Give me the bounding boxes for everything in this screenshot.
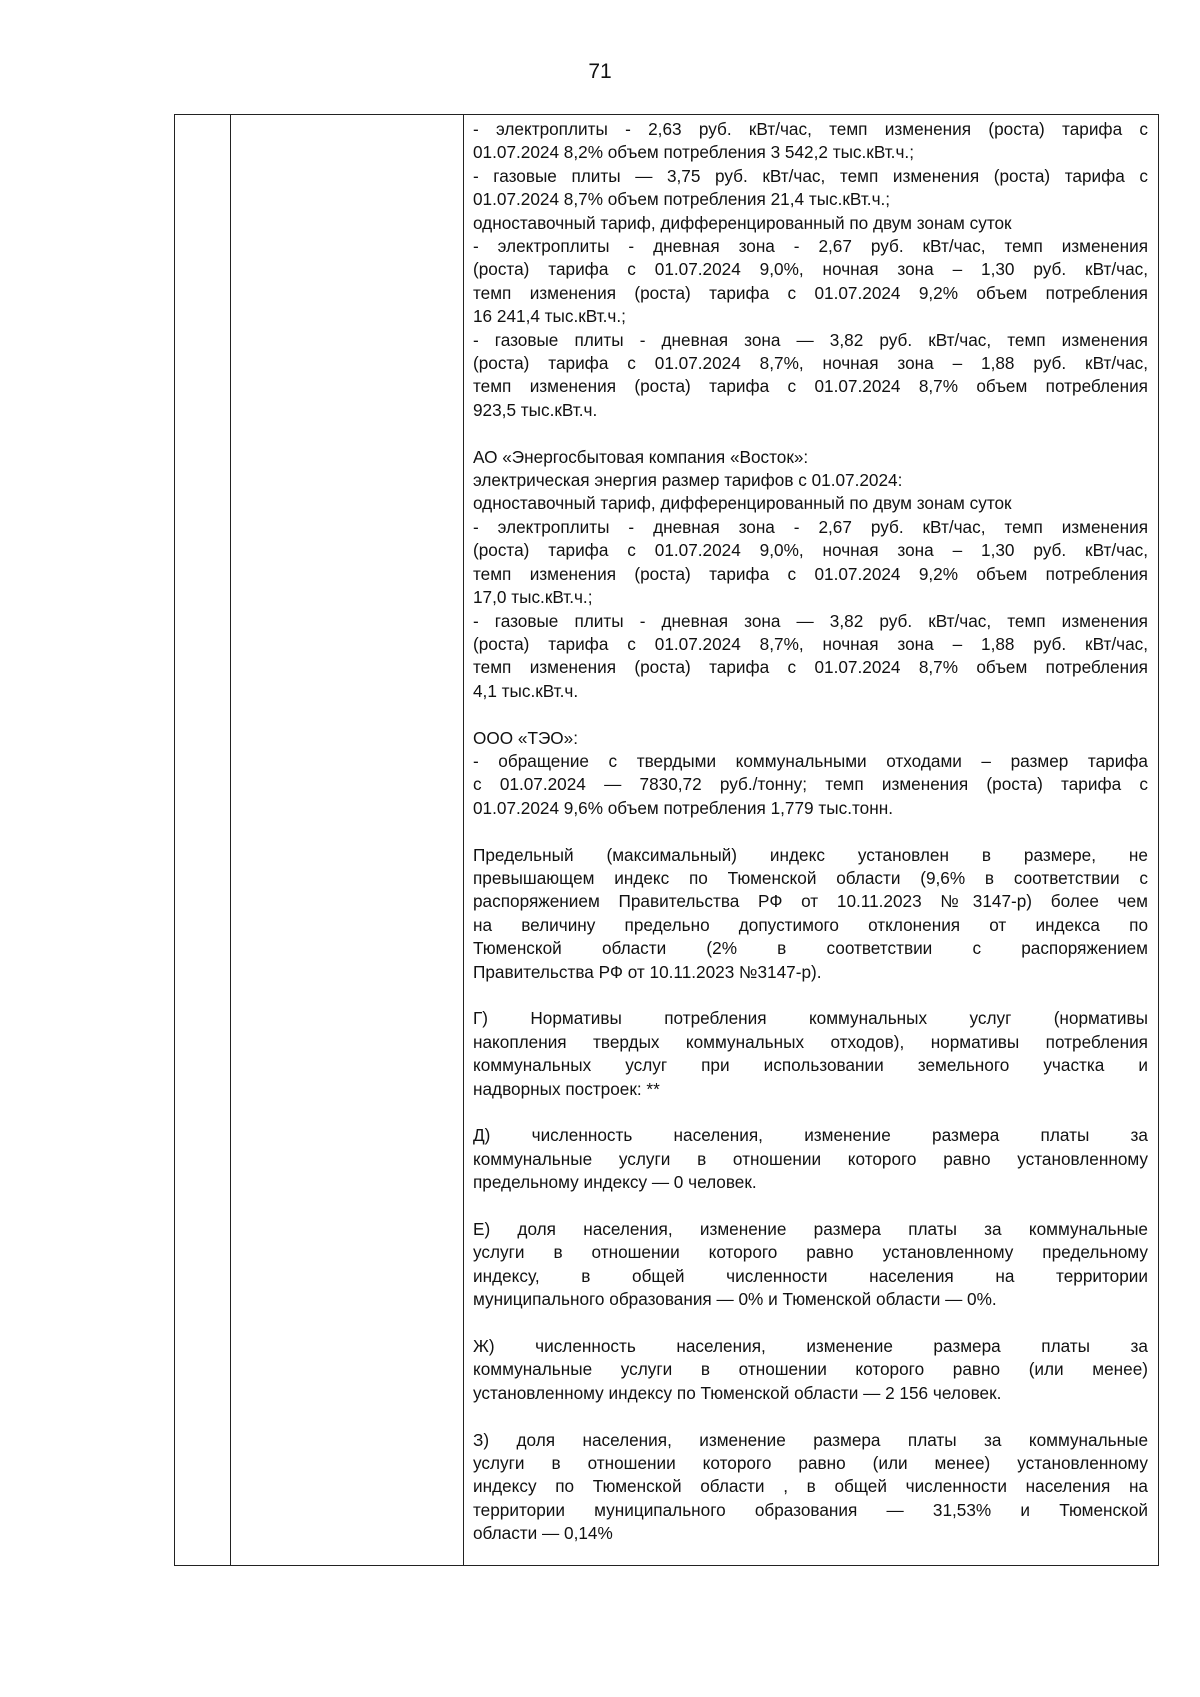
page-number: 71 bbox=[588, 60, 612, 83]
paragraph bbox=[473, 118, 1148, 422]
text-line: индексу, в общей численности населения на территории bbox=[473, 1265, 1148, 1286]
text-line: - газовые плиты - дневная зона — 3,82 руб. кВт/час, темп изменения bbox=[473, 329, 1148, 350]
text-line: З) доля населения, изменение размера платы за коммунальные bbox=[473, 1429, 1148, 1450]
text-line: области — 0,14% bbox=[473, 1523, 613, 1544]
text-line: (роста) тарифа с 01.07.2024 8,7%, ночная зона – 1,88 руб. кВт/час, bbox=[473, 633, 1148, 654]
text-line: Д) численность населения, изменение размера платы за bbox=[473, 1125, 1148, 1146]
text-line: - электроплиты - дневная зона - 2,67 руб. кВт/час, темп изменения bbox=[473, 236, 1148, 257]
text-line: 4,1 тыс.кВт.ч. bbox=[473, 680, 579, 701]
text-line: - газовые плиты - дневная зона — 3,82 руб. кВт/час, темп изменения bbox=[473, 610, 1148, 631]
text-line: услуги в отношении которого равно установленному предельному bbox=[473, 1242, 1148, 1263]
paragraph bbox=[473, 1218, 1148, 1312]
text-line: Тюменской области (2% в соответствии с распоряжением bbox=[473, 938, 1148, 959]
text-line: на величину предельно допустимого отклонения от индекса по bbox=[473, 914, 1148, 935]
text-line: 16 241,4 тыс.кВт.ч.; bbox=[473, 306, 626, 327]
text-line: коммунальные услуги в отношении которого равно установленному bbox=[473, 1148, 1148, 1169]
text-line: надворных построек: ** bbox=[473, 1078, 660, 1099]
text-line: темп изменения (роста) тарифа с 01.07.2024 8,7% объем потребления bbox=[473, 657, 1148, 678]
text-line: предельному индексу — 0 человек. bbox=[473, 1172, 757, 1193]
text-line: распоряжением Правительства РФ от 10.11.2023 №3147-р) более чем bbox=[473, 891, 1148, 912]
text-line: АО «Энергосбытовая компания «Восток»: bbox=[473, 446, 809, 467]
text-line: услуги в отношении которого равно (или менее) установленному bbox=[473, 1453, 1148, 1474]
text-line: одноставочный тариф, дифференцированный по двум зонам суток bbox=[473, 493, 1012, 514]
text-line: одноставочный тариф, дифференцированный по двум зонам суток bbox=[473, 212, 1012, 233]
text-line: 923,5 тыс.кВт.ч. bbox=[473, 399, 598, 420]
text-line: коммунальные услуги в отношении которого равно (или менее) bbox=[473, 1359, 1148, 1380]
text-line: - обращение с твердыми коммунальными отходами – размер тарифа bbox=[473, 750, 1148, 771]
paragraph bbox=[473, 1007, 1148, 1101]
text-line: накопления твердых коммунальных отходов), нормативы потребления bbox=[473, 1031, 1148, 1052]
text-line: 17,0 тыс.кВт.ч.; bbox=[473, 587, 593, 608]
table-column-divider bbox=[230, 115, 231, 1565]
text-line: установленному индексу по Тюменской области — 2 156 человек. bbox=[473, 1382, 1002, 1403]
paragraph bbox=[473, 727, 1148, 821]
text-line: Е) доля населения, изменение размера платы за коммунальные bbox=[473, 1219, 1148, 1239]
text-line: 01.07.2024 8,2% объем потребления 3 542,2 тыс.кВт.ч.; bbox=[473, 142, 914, 163]
text-line: Г) Нормативы потребления коммунальных услуг (нормативы bbox=[473, 1008, 1148, 1029]
text-line: 01.07.2024 8,7% объем потребления 21,4 тыс.кВт.ч.; bbox=[473, 189, 891, 210]
text-line: (роста) тарифа с 01.07.2024 9,0%, ночная зона – 1,30 руб. кВт/час, bbox=[473, 259, 1148, 280]
text-line: электрическая энергия размер тарифов с 01.07.2024: bbox=[473, 470, 903, 491]
text-line: муниципального образования — 0% и Тюменской области — 0%. bbox=[473, 1289, 997, 1310]
text-line: индексу по Тюменской области , в общей численности населения на bbox=[473, 1476, 1148, 1497]
text-line: коммунальных услуг при использовании земельного участка и bbox=[473, 1055, 1148, 1076]
paragraph bbox=[473, 446, 1148, 703]
text-line: Ж) численность населения, изменение размера платы за bbox=[473, 1336, 1148, 1357]
paragraph bbox=[473, 1429, 1148, 1546]
text-line: - газовые плиты — 3,75 руб. кВт/час, темп изменения (роста) тарифа с bbox=[473, 165, 1148, 186]
text-line: (роста) тарифа с 01.07.2024 8,7%, ночная зона – 1,88 руб. кВт/час, bbox=[473, 353, 1148, 374]
table-text-cell bbox=[473, 118, 1148, 1569]
text-line: - электроплиты - дневная зона - 2,67 руб. кВт/час, темп изменения bbox=[473, 516, 1148, 537]
text-line: территории муниципального образования — 31,53% и Тюменской bbox=[473, 1499, 1148, 1520]
table-column-divider bbox=[463, 115, 464, 1565]
text-line: темп изменения (роста) тарифа с 01.07.2024 8,7% объем потребления bbox=[473, 376, 1148, 397]
text-line: - электроплиты - 2,63 руб. кВт/час, темп изменения (роста) тарифа с bbox=[473, 119, 1148, 139]
text-line: Правительства РФ от 10.11.2023 №3147-р). bbox=[473, 961, 822, 982]
paragraph bbox=[473, 1335, 1148, 1405]
text-line: превышающем индекс по Тюменской области (9,6% в соответствии с bbox=[473, 867, 1148, 888]
document-table bbox=[174, 114, 1159, 1566]
text-line: Предельный (максимальный) индекс установлен в размере, не bbox=[473, 844, 1148, 865]
text-line: темп изменения (роста) тарифа с 01.07.2024 9,2% объем потребления bbox=[473, 282, 1148, 303]
text-line: с 01.07.2024 — 7830,72 руб./тонну; темп изменения (роста) тарифа с bbox=[473, 774, 1148, 795]
text-line: темп изменения (роста) тарифа с 01.07.2024 9,2% объем потребления bbox=[473, 563, 1148, 584]
paragraph bbox=[473, 1124, 1148, 1194]
text-line: ООО «ТЭО»: bbox=[473, 727, 578, 748]
paragraph bbox=[473, 844, 1148, 984]
text-line: 01.07.2024 9,6% объем потребления 1,779 тыс.тонн. bbox=[473, 797, 893, 818]
text-line: (роста) тарифа с 01.07.2024 9,0%, ночная зона – 1,30 руб. кВт/час, bbox=[473, 540, 1148, 561]
